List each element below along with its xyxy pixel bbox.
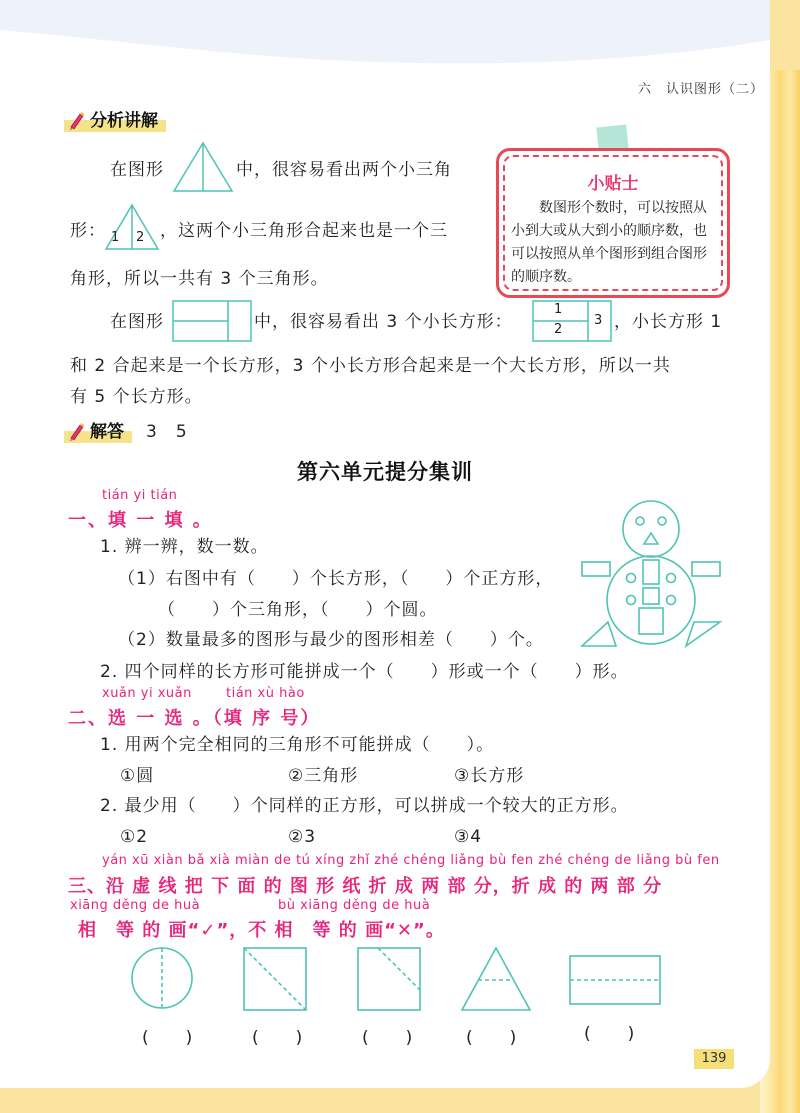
sec2-q2-option-1: ①2 <box>120 827 149 847</box>
answer-tag <box>64 421 132 443</box>
rectangle-label-3: 3 <box>594 313 603 328</box>
sec1-q2: 2. 四个同样的长方形可能拼成一个（ ）形或一个（ ）形。 <box>100 662 629 682</box>
sec3-title-1: 三、沿 虚 线 把 下 面 的 图 形 纸 折 成 两 部 分，折 成 的 两 部 分 <box>68 876 663 897</box>
answer-paren-4[interactable]: ( ) <box>466 1028 518 1048</box>
sec1-q1c: （2）数量最多的图形与最少的图形相差（ ）个。 <box>118 630 544 650</box>
sec2-q1-option-2: ②三角形 <box>288 766 359 786</box>
analysis-p1a: 在图形 <box>110 160 164 180</box>
sec1-pinyin: tián yi tián <box>102 488 178 503</box>
sec1-q1: 1. 辨一辨，数一数。 <box>100 537 269 557</box>
sec2-q1-option-1: ①圆 <box>120 766 155 786</box>
sec2-q1: 1. 用两个完全相同的三角形不可能拼成（ ）。 <box>100 735 495 755</box>
answer-paren-3[interactable]: ( ) <box>362 1028 414 1048</box>
answer-paren-5[interactable]: ( ) <box>584 1024 636 1044</box>
fold-figures <box>130 944 690 1016</box>
fold-figure-square-2 <box>358 948 420 1010</box>
answer-paren-1[interactable]: ( ) <box>142 1028 194 1048</box>
sec2-q2-option-2: ②3 <box>288 827 317 847</box>
sec2-q2: 2. 最少用（ ）个同样的正方形，可以拼成一个较大的正方形。 <box>100 796 629 816</box>
analysis-p2a: 在图形 <box>110 312 164 332</box>
triangle-label-1: 1 <box>111 230 120 245</box>
analysis-p2d: 和 2 合起来是一个长方形，3 个小长方形合起来是一个大长方形，所以一共 <box>70 356 671 376</box>
sec3-pinyin-1: yán xū xiàn bǎ xià miàn de tú xíng zhǐ zhé chéng liǎng bù fen zhé chéng de liǎng bù fen <box>102 853 720 868</box>
analysis-p2e: 有 5 个长方形。 <box>70 387 203 407</box>
sec2-title: 二、选 一 选 。（填 序 号） <box>68 708 321 729</box>
analysis-p1d: ，这两个小三角形合起来也是一个三 <box>160 221 448 241</box>
sec3-pinyin-2a: xiāng děng de huà <box>70 898 201 913</box>
analysis-p2b: 中，很容易看出 3 个小长方形： <box>254 312 513 332</box>
sec2-pinyin-1: xuǎn yi xuǎn <box>102 686 192 701</box>
analysis-p1e: 角形，所以一共有 3 个三角形。 <box>70 269 329 289</box>
rectangle-label-1: 1 <box>554 302 563 317</box>
sec1-title: 一、填 一 填 。 <box>68 510 213 531</box>
sec3-title-2: 相 等 的 画“✓”，不 相 等 的 画“✕”。 <box>78 920 445 941</box>
page-number: 139 <box>694 1049 734 1069</box>
triangle-label-2: 2 <box>136 230 145 245</box>
answer-tag-label: 解答 <box>90 422 124 442</box>
pencil-icon <box>68 422 86 442</box>
analysis-p1b: 中，很容易看出两个小三角 <box>236 160 452 180</box>
split-triangle-figure <box>172 140 234 194</box>
sec2-q1-option-3: ③长方形 <box>454 766 525 786</box>
sec1-q1a: （1）右图中有（ ）个长方形，（ ）个正方形， <box>118 569 554 589</box>
analysis-p2c: ，小长方形 1 <box>614 312 723 332</box>
chapter-header: 六 认识图形（二） <box>638 82 765 97</box>
tip-title: 小贴士 <box>587 174 639 194</box>
tip-box <box>496 148 730 298</box>
rectangle-label-2: 2 <box>554 322 563 337</box>
split-rectangle-figure <box>172 300 252 342</box>
sec3-pinyin-2b: bù xiāng děng de huà <box>278 898 431 913</box>
sec2-pinyin-2: tián xù hào <box>226 686 305 701</box>
analysis-p1c: 形： <box>70 221 106 241</box>
answer-value: 3 5 <box>146 422 188 442</box>
shape-robot-figure <box>576 496 726 658</box>
tip-text: 数图形个数时，可以按照从小到大或从大到小的顺序数，也可以按照从单个图形到组合图形的顺序数。 <box>511 200 707 285</box>
unit-title: 第六单元提分集训 <box>297 460 473 484</box>
sec1-q1b: （ ）个三角形，（ ）个圆。 <box>158 600 438 620</box>
analysis-tag-label: 分析讲解 <box>90 111 158 131</box>
analysis-tag <box>64 110 166 132</box>
answer-paren-2[interactable]: ( ) <box>252 1028 304 1048</box>
sec2-q2-option-3: ③4 <box>454 827 483 847</box>
fold-figure-triangle <box>462 948 530 1010</box>
pencil-icon <box>68 111 86 131</box>
